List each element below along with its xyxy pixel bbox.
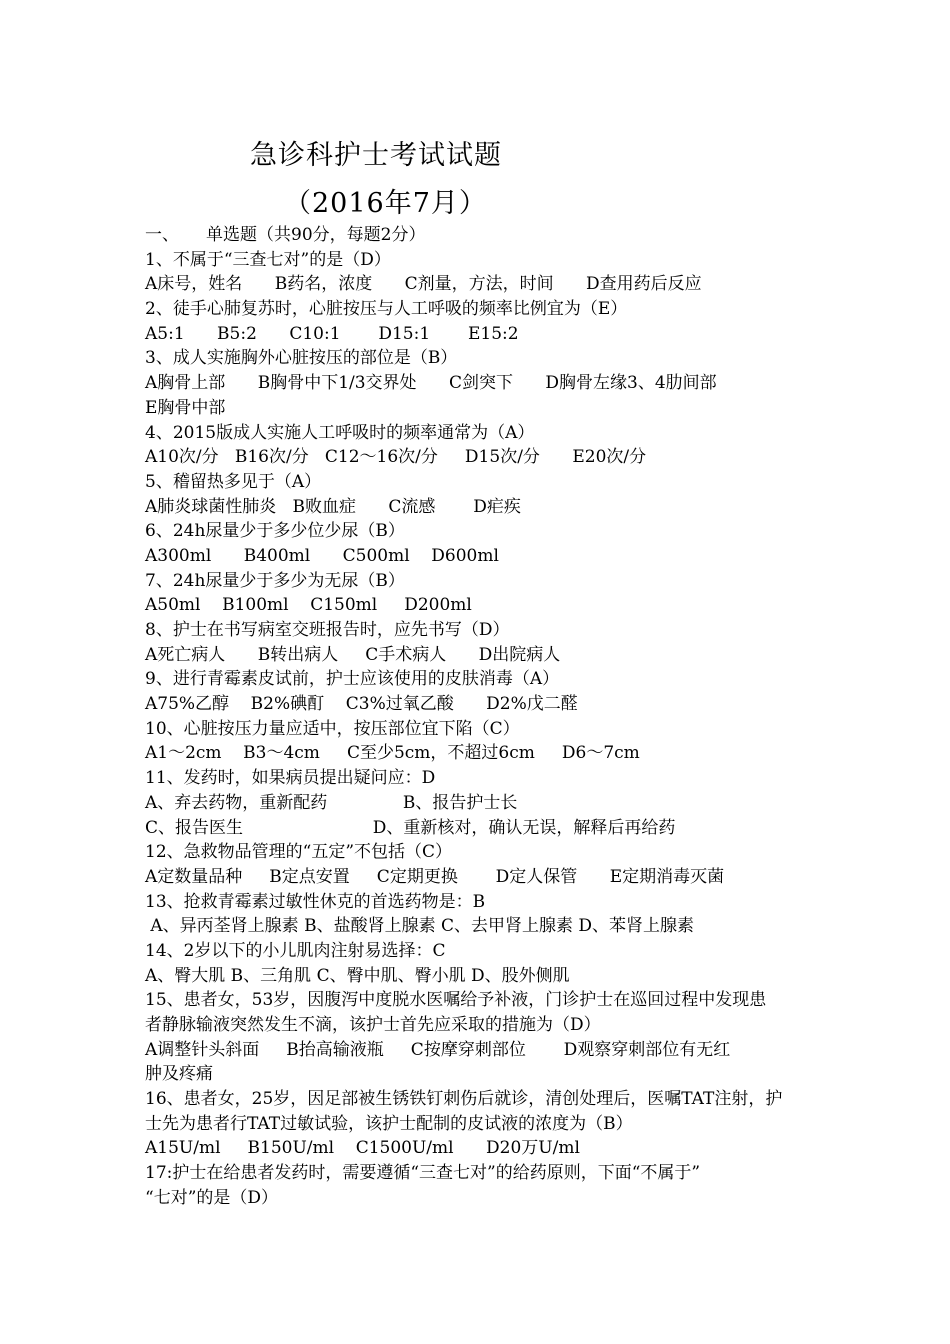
- question-3: 3、成人实施胸外心脏按压的部位是（B）: [145, 348, 458, 369]
- question-4: 4、2015版成人实施人工呼吸时的频率通常为（A）: [145, 422, 535, 443]
- question-6-options: A300ml B400ml C500ml D600ml: [145, 545, 499, 566]
- question-16: 16、患者女，25岁，因足部被生锈铁钉刺伤后就诊，清创处理后，医嘱TAT注射，护: [145, 1089, 783, 1110]
- question-9-options: A75%乙醇 B2%碘酊 C3%过氧乙酸 D2%戊二醛: [145, 694, 578, 715]
- question-13: 13、抢救青霉素过敏性休克的首选药物是：B: [145, 891, 486, 912]
- question-11-options-ab: A、弃去药物，重新配药 B、报告护士长: [145, 792, 518, 813]
- question-11: 11、发药时，如果病员提出疑问应：D: [145, 768, 436, 789]
- question-12-options: A定数量品种 B定点安置 C定期更换 D定人保管 E定期消毒灭菌: [145, 866, 725, 887]
- question-5: 5、稽留热多见于（A）: [145, 471, 322, 492]
- question-2: 2、徒手心肺复苏时，心脏按压与人工呼吸的频率比例宜为（E）: [145, 299, 628, 320]
- question-4-options: A10次/分 B16次/分 C12～16次/分 D15次/分 E20次/分: [145, 447, 647, 468]
- question-16-options: A15U/ml B150U/ml C1500U/ml D20万U/ml: [145, 1138, 580, 1159]
- question-3-options: A胸骨上部 B胸骨中下1/3交界处 C剑突下 D胸骨左缘3、4肋间部: [145, 373, 717, 394]
- document-title: 急诊科护士考试试题: [250, 140, 502, 171]
- question-8-options: A死亡病人 B转出病人 C手术病人 D出院病人: [145, 644, 561, 665]
- question-15: 15、患者女，53岁，因腹泻中度脱水医嘱给予补液，门诊护士在巡回过程中发现患: [145, 990, 767, 1011]
- question-17-cont: “七对”的是（D）: [145, 1187, 279, 1208]
- question-3-options-cont: E胸骨中部: [145, 397, 226, 418]
- question-1-options: A床号，姓名 B药名，浓度 C剂量，方法，时间 D查用药后反应: [145, 274, 702, 295]
- question-15-options-cont: 肿及疼痛: [145, 1064, 213, 1085]
- document-subtitle: （2016年7月）: [284, 188, 487, 219]
- question-9: 9、进行青霉素皮试前，护士应该使用的皮肤消毒（A）: [145, 669, 560, 690]
- question-17: 17:护士在给患者发药时，需要遵循“三查七对”的给药原则，下面“不属于”: [145, 1163, 701, 1184]
- question-7: 7、24h尿量少于多少为无尿（B）: [145, 570, 405, 591]
- question-1: 1、不属于“三查七对”的是（D）: [145, 249, 391, 270]
- question-6: 6、24h尿量少于多少位少尿（B）: [145, 521, 405, 542]
- question-7-options: A50ml B100ml C150ml D200ml: [145, 595, 472, 616]
- question-13-options: A、异丙荃肾上腺素 B、盐酸肾上腺素 C、去甲肾上腺素 D、苯肾上腺素: [145, 916, 695, 937]
- question-10-options: A1～2cm B3～4cm C至少5cm，不超过6cm D6～7cm: [145, 743, 640, 764]
- section-heading: 一、 单选题（共90分，每题2分）: [145, 225, 426, 245]
- question-10: 10、心脏按压力量应适中，按压部位宜下陷（C）: [145, 718, 520, 739]
- question-2-options: A5:1 B5:2 C10:1 D15:1 E15:2: [145, 323, 519, 344]
- question-14: 14、2岁以下的小儿肌肉注射易选择：C: [145, 940, 446, 961]
- question-11-options-cd: C、报告医生 D、重新核对，确认无误，解释后再给药: [145, 817, 676, 838]
- question-16-cont: 士先为患者行TAT过敏试验，该护士配制的皮试液的浓度为（B）: [145, 1113, 633, 1134]
- question-8: 8、护士在书写病室交班报告时，应先书写（D）: [145, 620, 510, 640]
- question-5-options: A肺炎球菌性肺炎 B败血症 C流感 D疟疾: [145, 496, 521, 517]
- question-15-cont: 者静脉输液突然发生不滴，该护士首先应采取的措施为（D）: [145, 1015, 601, 1035]
- question-15-options: A调整针头斜面 B抬高输液瓶 C按摩穿刺部位 D观察穿刺部位有无红: [145, 1039, 731, 1060]
- question-12: 12、急救物品管理的“五定”不包括（C）: [145, 842, 453, 863]
- question-14-options: A、臀大肌 B、三角肌 C、臀中肌、臀小肌 D、股外侧肌: [145, 965, 570, 986]
- document-body: [145, 223, 813, 1211]
